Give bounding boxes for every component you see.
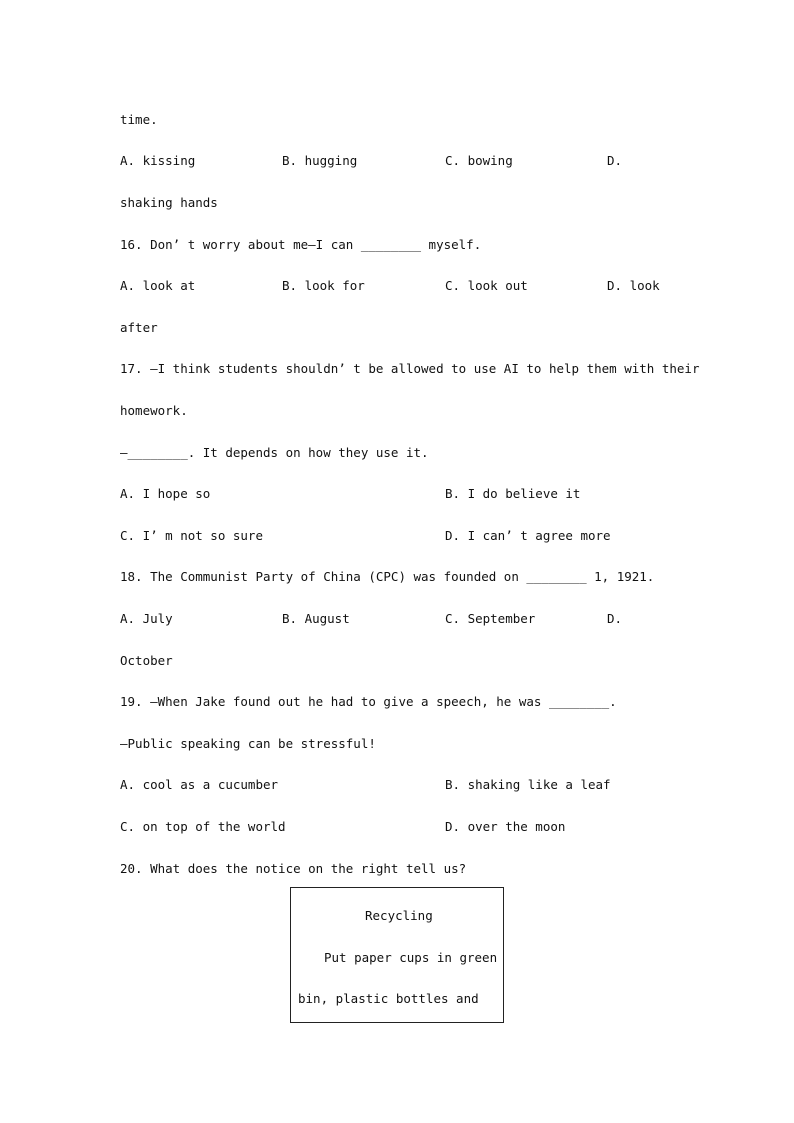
- q15-option-b: B. hugging: [282, 153, 358, 168]
- q18-option-d: D.: [607, 611, 623, 626]
- q18-option-c: C. September: [445, 611, 536, 626]
- q15-option-d: D.: [607, 153, 623, 168]
- q15-option-d-text: shaking hands: [120, 195, 218, 210]
- q15-option-c: C. bowing: [445, 153, 513, 168]
- q16-stem: 16. Don’ t worry about me—I can ________ myself.: [120, 237, 482, 252]
- q17-stem-line1: 17. —I think students shouldn’ t be allowed to use AI to help them with their: [120, 361, 700, 376]
- q16-option-d: D. look: [607, 278, 660, 293]
- q19-stem-line2: —Public speaking can be stressful!: [120, 736, 376, 751]
- q19-stem-line1: 19. —When Jake found out he had to give a speech, he was ________.: [120, 694, 617, 709]
- q16-option-c: C. look out: [445, 278, 528, 293]
- q17-stem-line2: homework.: [120, 403, 188, 418]
- q18-option-b: B. August: [282, 611, 350, 626]
- q18-stem: 18. The Communist Party of China (CPC) was founded on ________ 1, 1921.: [120, 569, 655, 584]
- q18-option-a: A. July: [120, 611, 173, 626]
- recycling-notice-box: [290, 887, 504, 1023]
- notice-line1: Put paper cups in green: [324, 950, 498, 965]
- q17-option-b: B. I do believe it: [445, 486, 581, 501]
- q18-option-d-text: October: [120, 653, 173, 668]
- q20-stem: 20. What does the notice on the right tell us?: [120, 861, 467, 876]
- q19-option-d: D. over the moon: [445, 819, 566, 834]
- q17-option-c: C. I’ m not so sure: [120, 528, 263, 543]
- q19-option-c: C. on top of the world: [120, 819, 286, 834]
- q19-option-a: A. cool as a cucumber: [120, 777, 279, 792]
- q17-option-a: A. I hope so: [120, 486, 211, 501]
- q17-stem-line3: —________. It depends on how they use it.: [120, 445, 429, 460]
- q19-option-b: B. shaking like a leaf: [445, 777, 611, 792]
- q16-option-b: B. look for: [282, 278, 365, 293]
- q17-option-d: D. I can’ t agree more: [445, 528, 611, 543]
- q15-option-a: A. kissing: [120, 153, 196, 168]
- q15-stem-tail: time.: [120, 112, 158, 127]
- q16-option-a: A. look at: [120, 278, 196, 293]
- q16-option-d-text: after: [120, 320, 158, 335]
- notice-title: Recycling: [365, 908, 433, 923]
- notice-line2: bin, plastic bottles and: [298, 991, 479, 1006]
